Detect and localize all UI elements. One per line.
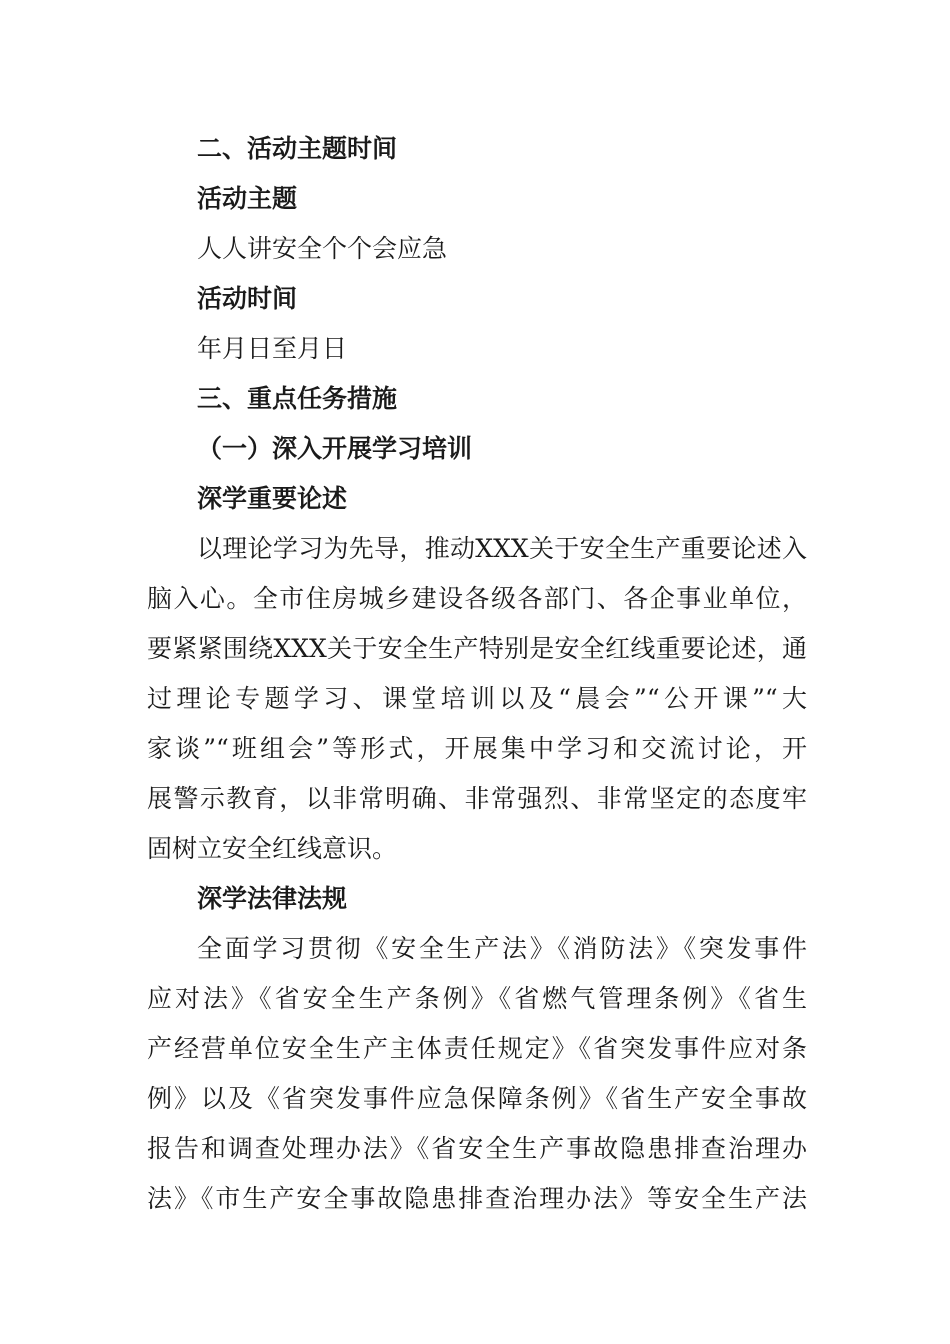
subsection-heading-1: （一）深入开展学习培训 bbox=[197, 434, 473, 463]
paragraph-line: 法》《市生产安全事故隐患排查治理办法》等安全生产法 bbox=[147, 1184, 807, 1213]
paragraph-line: 全面学习贯彻《安全生产法》《消防法》《突发事件 bbox=[197, 934, 807, 963]
subheading-time: 活动时间 bbox=[197, 284, 298, 313]
subheading-study-discourse: 深学重要论述 bbox=[197, 484, 348, 513]
paragraph-line: 过理论专题学习、课堂培训以及“晨会”“公开课”“大 bbox=[147, 684, 807, 713]
paragraph-line: 家谈”“班组会”等形式，开展集中学习和交流讨论，开 bbox=[147, 734, 807, 763]
section-heading-2: 二、活动主题时间 bbox=[197, 134, 398, 163]
paragraph-study-law bbox=[147, 924, 807, 1224]
paragraph-line: 例》以及《省突发事件应急保障条例》《省生产安全事故 bbox=[147, 1084, 807, 1113]
time-text: 年月日至月日 bbox=[197, 334, 348, 363]
paragraph-line: 固树立安全红线意识。 bbox=[147, 834, 398, 863]
theme-text: 人人讲安全个个会应急 bbox=[197, 234, 448, 263]
paragraph-line: 展警示教育，以非常明确、非常强烈、非常坚定的态度牢 bbox=[147, 784, 807, 813]
section-heading-3: 三、重点任务措施 bbox=[197, 384, 398, 413]
paragraph-line: 应对法》《省安全生产条例》《省燃气管理条例》《省生 bbox=[147, 984, 807, 1013]
document-body bbox=[147, 124, 807, 1224]
paragraph-line: 报告和调查处理办法》《省安全生产事故隐患排查治理办 bbox=[147, 1134, 807, 1163]
paragraph-line: 产经营单位安全生产主体责任规定》《省突发事件应对条 bbox=[147, 1034, 807, 1063]
subheading-theme: 活动主题 bbox=[197, 184, 298, 213]
paragraph-study-discourse bbox=[147, 524, 807, 874]
paragraph-line: 以理论学习为先导，推动XXX关于安全生产重要论述入 bbox=[197, 534, 807, 563]
paragraph-line: 要紧紧围绕XXX关于安全生产特别是安全红线重要论述，通 bbox=[147, 634, 807, 663]
subheading-study-law: 深学法律法规 bbox=[197, 884, 348, 913]
paragraph-line: 脑入心。全市住房城乡建设各级各部门、各企事业单位， bbox=[147, 584, 807, 613]
